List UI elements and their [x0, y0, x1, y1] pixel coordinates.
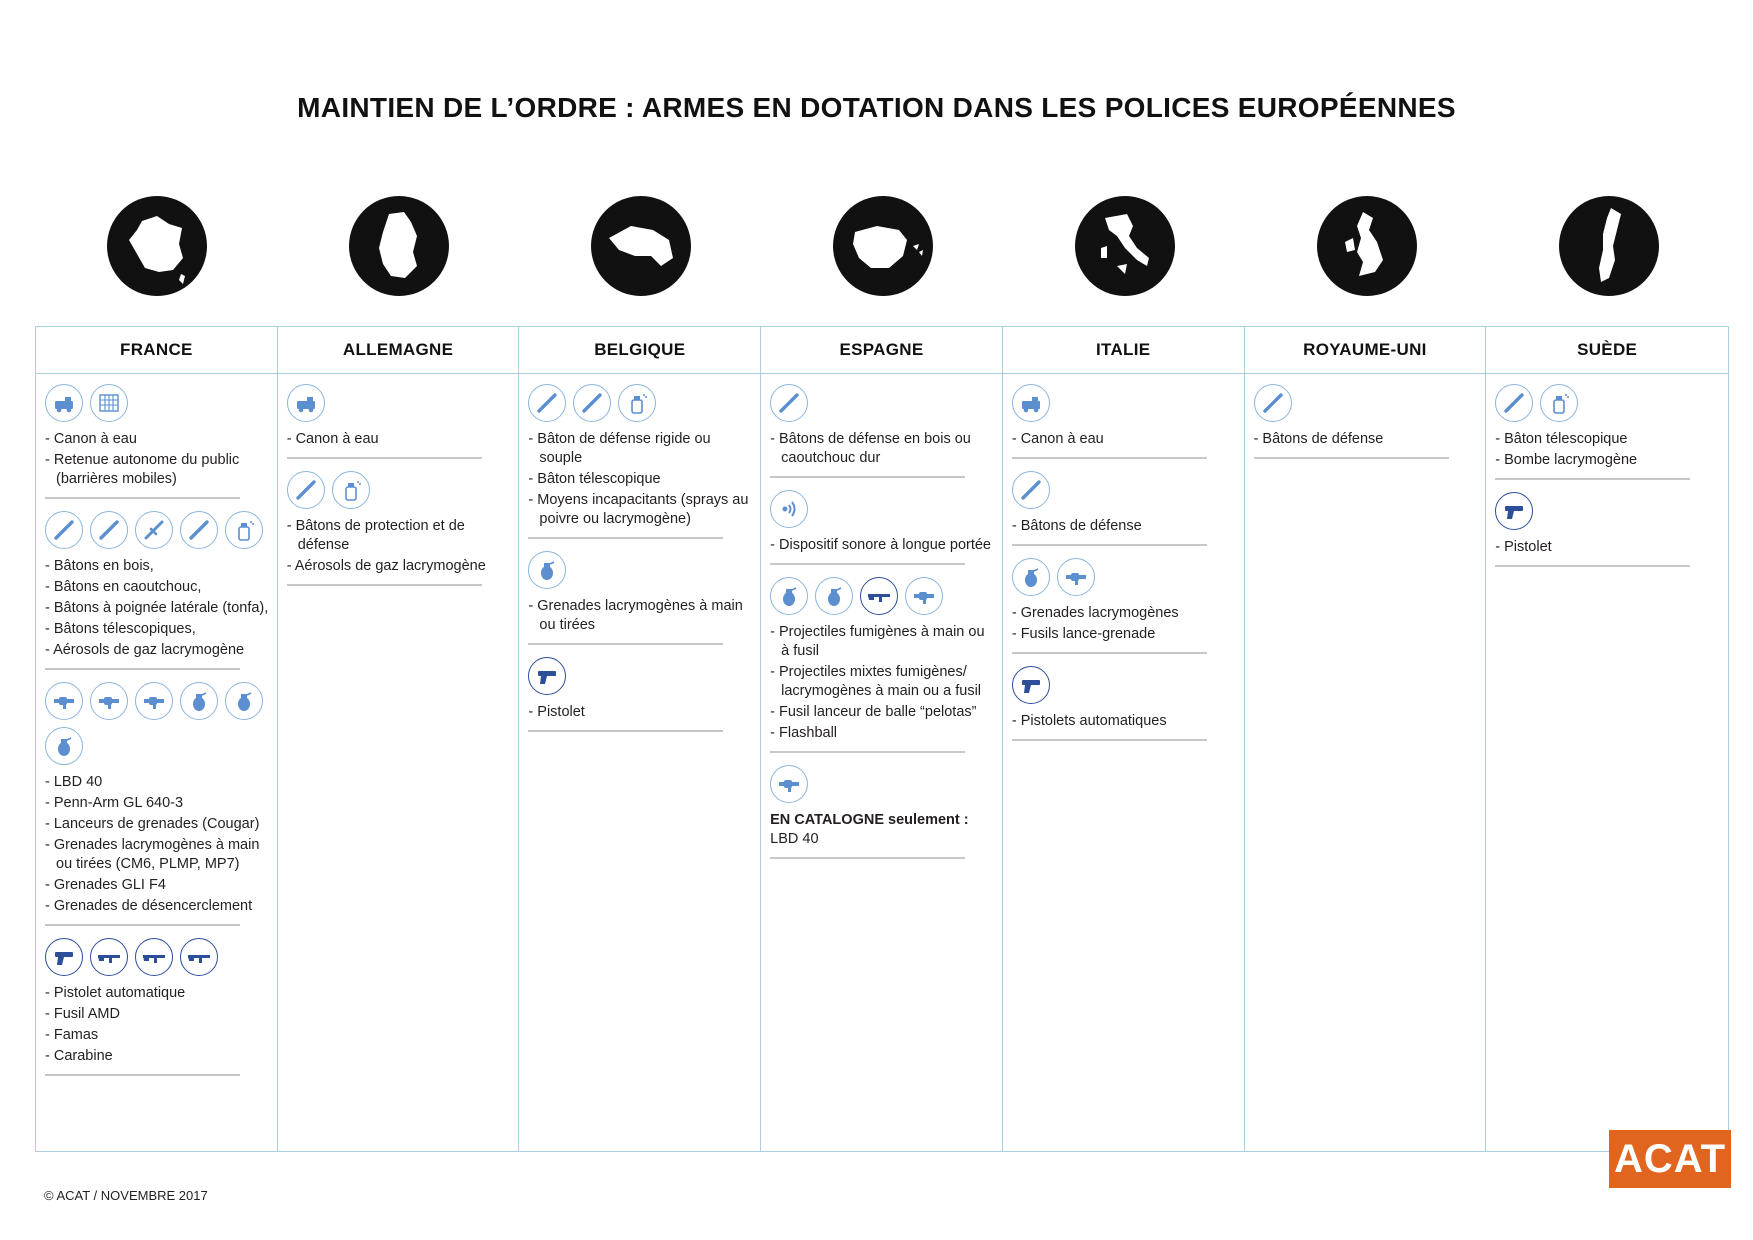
baton-icon: [1495, 384, 1533, 422]
weapon-item: - Fusil lanceur de balle “pelotas”: [770, 703, 996, 722]
weapon-items: [45, 773, 271, 916]
weapon-item: - Grenades lacrymogènes: [1012, 604, 1238, 623]
weapon-items: [45, 430, 271, 489]
weapon-item: - Bâtons de défense: [1254, 430, 1480, 449]
launcher-icon: [770, 765, 808, 803]
weapon-items: [1012, 712, 1238, 731]
grenade-icon: [528, 551, 566, 589]
weapon-icons: [1012, 558, 1238, 596]
weapon-group: [45, 511, 271, 670]
launcher-icon: [90, 682, 128, 720]
country-name: SUÈDE: [1486, 327, 1728, 374]
weapon-item: - Canon à eau: [1012, 430, 1238, 449]
group-divider: [45, 1074, 240, 1076]
spray-icon: [332, 471, 370, 509]
group-divider: [287, 457, 482, 459]
weapon-icons: [770, 384, 996, 422]
pistol-icon: [1495, 492, 1533, 530]
group-divider: [45, 497, 240, 499]
country-column: [1486, 327, 1728, 1151]
country-name: ROYAUME-UNI: [1245, 327, 1486, 374]
weapon-icons: [1012, 666, 1238, 704]
weapon-items: [1012, 517, 1238, 536]
baton-icon: [770, 384, 808, 422]
weapon-group: [1012, 558, 1238, 654]
weapon-icons: [45, 511, 271, 549]
weapon-item: - Bâtons en bois,: [45, 557, 271, 576]
group-divider: [45, 668, 240, 670]
country-column: [761, 327, 1003, 1151]
weapon-item: - Famas: [45, 1026, 271, 1045]
group-divider: [287, 584, 482, 586]
weapon-icons: [1012, 384, 1238, 422]
tonfa-icon: [135, 511, 173, 549]
weapon-item: - Pistolets automatiques: [1012, 712, 1238, 731]
weapon-item: - Bombe lacrymogène: [1495, 451, 1722, 470]
weapon-items: [45, 984, 271, 1066]
launcher-icon: [45, 682, 83, 720]
weapon-items: [1254, 430, 1480, 449]
spray-icon: [1540, 384, 1578, 422]
weapon-icons: [770, 490, 996, 528]
weapon-group: [770, 490, 996, 565]
weapon-items: [1495, 430, 1722, 470]
pistol-icon: [528, 657, 566, 695]
grenade-icon: [815, 577, 853, 615]
weapon-item: - Fusils lance-grenade: [1012, 625, 1238, 644]
weapon-icons: [1254, 384, 1480, 422]
pistol-icon: [45, 938, 83, 976]
spain-map-icon: [833, 196, 933, 296]
weapon-item: - Grenades GLI F4: [45, 876, 271, 895]
weapon-items: [287, 430, 513, 449]
weapon-item: - Bâtons télescopiques,: [45, 620, 271, 639]
group-divider: [1012, 739, 1207, 741]
group-divider: [1495, 478, 1690, 480]
baton-icon: [90, 511, 128, 549]
country-column: [1003, 327, 1245, 1151]
weapon-item: - Grenades lacrymogènes à main ou tirées: [528, 597, 754, 635]
weapon-item: - Aérosols de gaz lacrymogène: [45, 641, 271, 660]
baton-icon: [573, 384, 611, 422]
weapon-icons: [287, 471, 513, 509]
country-column: [519, 327, 761, 1151]
weapon-item: - Flashball: [770, 724, 996, 743]
weapons-list: [1486, 374, 1728, 567]
weapon-item: - Bâtons à poignée latérale (tonfa),: [45, 599, 271, 618]
group-divider: [770, 751, 965, 753]
launcher-icon: [905, 577, 943, 615]
group-divider: [770, 476, 965, 478]
country-column: [1245, 327, 1487, 1151]
regional-note-heading: EN CATALOGNE seulement :: [770, 812, 969, 828]
weapon-item: - Bâton de défense rigide ou souple: [528, 430, 754, 468]
page-title: MAINTIEN DE L’ORDRE : ARMES EN DOTATION DANS LES POLICES EUROPÉENNES: [297, 92, 1456, 123]
weapon-item: - Grenades lacrymogènes à main ou tirées (CM6, PLMP, MP7): [45, 836, 271, 874]
country-column: [278, 327, 520, 1151]
weapon-group: [770, 577, 996, 753]
weapon-group: [770, 384, 996, 478]
weapon-item: - Penn-Arm GL 640-3: [45, 794, 271, 813]
weapon-group: [770, 765, 996, 859]
weapon-icons: [770, 577, 996, 615]
weapon-item: - Pistolet: [1495, 538, 1722, 557]
weapon-item: - Grenades de désencerclement: [45, 897, 271, 916]
acat-logo: ACAT: [1609, 1130, 1731, 1188]
weapons-table: [35, 326, 1729, 1152]
weapon-icons: [770, 765, 996, 803]
weapon-group: [287, 471, 513, 586]
grenade-icon: [180, 682, 218, 720]
weapon-item: - Moyens incapacitants (sprays au poivre ou lacrymogène): [528, 491, 754, 529]
regional-note-text: LBD 40: [770, 831, 819, 847]
country-name: BELGIQUE: [519, 327, 760, 374]
country-name: FRANCE: [36, 327, 277, 374]
group-divider: [528, 643, 723, 645]
weapon-items: [45, 557, 271, 660]
country-name: ALLEMAGNE: [278, 327, 519, 374]
grenade-icon: [45, 727, 83, 765]
group-divider: [1254, 457, 1449, 459]
weapon-item: - Bâtons de protection et de défense: [287, 517, 513, 555]
germany-map-icon: [349, 196, 449, 296]
weapon-item: - Pistolet automatique: [45, 984, 271, 1003]
group-divider: [1012, 457, 1207, 459]
water-cannon-icon: [45, 384, 83, 422]
rifle-icon: [90, 938, 128, 976]
weapons-list: [278, 374, 519, 586]
weapon-group: [1012, 471, 1238, 546]
launcher-icon: [1057, 558, 1095, 596]
weapon-icons: [287, 384, 513, 422]
weapon-group: [1495, 492, 1722, 567]
country-name: ITALIE: [1003, 327, 1244, 374]
weapon-item: - Dispositif sonore à longue portée: [770, 536, 996, 555]
weapon-item: - Projectiles mixtes fumigènes/ lacrymogènes à main ou a fusil: [770, 663, 996, 701]
country-name: ESPAGNE: [761, 327, 1002, 374]
weapon-icons: [1012, 471, 1238, 509]
weapon-item: - Bâton télescopique: [528, 470, 754, 489]
rifle-icon: [860, 577, 898, 615]
weapon-group: [528, 551, 754, 645]
weapon-item: - Bâtons de défense: [1012, 517, 1238, 536]
grenade-icon: [225, 682, 263, 720]
weapon-item: - Bâtons de défense en bois ou caoutchouc dur: [770, 430, 996, 468]
sound-device-icon: [770, 490, 808, 528]
baton-icon: [180, 511, 218, 549]
launcher-icon: [135, 682, 173, 720]
barrier-icon: [90, 384, 128, 422]
group-divider: [528, 730, 723, 732]
weapon-item: - Bâton télescopique: [1495, 430, 1722, 449]
spray-icon: [225, 511, 263, 549]
weapon-icons: [45, 682, 271, 765]
weapon-item: - Projectiles fumigènes à main ou à fusil: [770, 623, 996, 661]
weapon-item: - Aérosols de gaz lacrymogène: [287, 557, 513, 576]
weapon-icons: [528, 384, 754, 422]
group-divider: [528, 537, 723, 539]
rifle-icon: [180, 938, 218, 976]
weapon-icons: [528, 657, 754, 695]
weapon-items: [1495, 538, 1722, 557]
weapon-group: [287, 384, 513, 459]
italy-map-icon: [1075, 196, 1175, 296]
baton-icon: [1254, 384, 1292, 422]
weapon-icons: [1495, 492, 1722, 530]
weapon-group: [45, 938, 271, 1076]
weapon-item: - Carabine: [45, 1047, 271, 1066]
weapon-icons: [45, 938, 271, 976]
weapons-list: [519, 374, 760, 732]
weapon-items: [528, 430, 754, 529]
weapon-item: - Fusil AMD: [45, 1005, 271, 1024]
group-divider: [1495, 565, 1690, 567]
rifle-icon: [135, 938, 173, 976]
group-divider: [1012, 544, 1207, 546]
weapon-items: [528, 597, 754, 635]
weapon-group: [528, 657, 754, 732]
france-map-icon: [107, 196, 207, 296]
weapon-item: - Bâtons en caoutchouc,: [45, 578, 271, 597]
group-divider: [45, 924, 240, 926]
weapon-items: [770, 430, 996, 468]
grenade-icon: [1012, 558, 1050, 596]
pistol-icon: [1012, 666, 1050, 704]
weapon-items: [770, 623, 996, 743]
country-column: [36, 327, 278, 1151]
group-divider: [1012, 652, 1207, 654]
weapon-icons: [45, 384, 271, 422]
baton-icon: [1012, 471, 1050, 509]
weapon-items: [1012, 604, 1238, 644]
weapon-icons: [1495, 384, 1722, 422]
weapon-item: - Canon à eau: [45, 430, 271, 449]
weapon-group: [1495, 384, 1722, 480]
weapon-item: - Lanceurs de grenades (Cougar): [45, 815, 271, 834]
water-cannon-icon: [1012, 384, 1050, 422]
copyright-footer: © ACAT / NOVEMBRE 2017: [44, 1188, 208, 1203]
weapon-item: - Canon à eau: [287, 430, 513, 449]
group-divider: [770, 563, 965, 565]
weapon-group: [45, 682, 271, 926]
baton-icon: [287, 471, 325, 509]
group-divider: [770, 857, 965, 859]
weapon-items: [1012, 430, 1238, 449]
country-maps: [36, 0, 1730, 320]
weapon-group: [1012, 666, 1238, 741]
weapon-items: [287, 517, 513, 576]
grenade-icon: [770, 577, 808, 615]
uk-map-icon: [1317, 196, 1417, 296]
spray-icon: [618, 384, 656, 422]
weapons-list: [36, 374, 277, 1076]
weapon-group: [1012, 384, 1238, 459]
baton-icon: [528, 384, 566, 422]
weapon-items: [770, 536, 996, 555]
sweden-map-icon: [1559, 196, 1659, 296]
weapon-item: - Retenue autonome du public (barrières mobiles): [45, 451, 271, 489]
weapon-icons: [528, 551, 754, 589]
baton-icon: [45, 511, 83, 549]
weapons-list: [1245, 374, 1486, 459]
weapon-item: - Pistolet: [528, 703, 754, 722]
weapons-list: [1003, 374, 1244, 741]
belgium-map-icon: [591, 196, 691, 296]
water-cannon-icon: [287, 384, 325, 422]
weapon-items: [528, 703, 754, 722]
weapon-group: [1254, 384, 1480, 459]
weapon-group: [528, 384, 754, 539]
weapons-list: [761, 374, 1002, 859]
weapon-item: - LBD 40: [45, 773, 271, 792]
weapon-group: [45, 384, 271, 499]
